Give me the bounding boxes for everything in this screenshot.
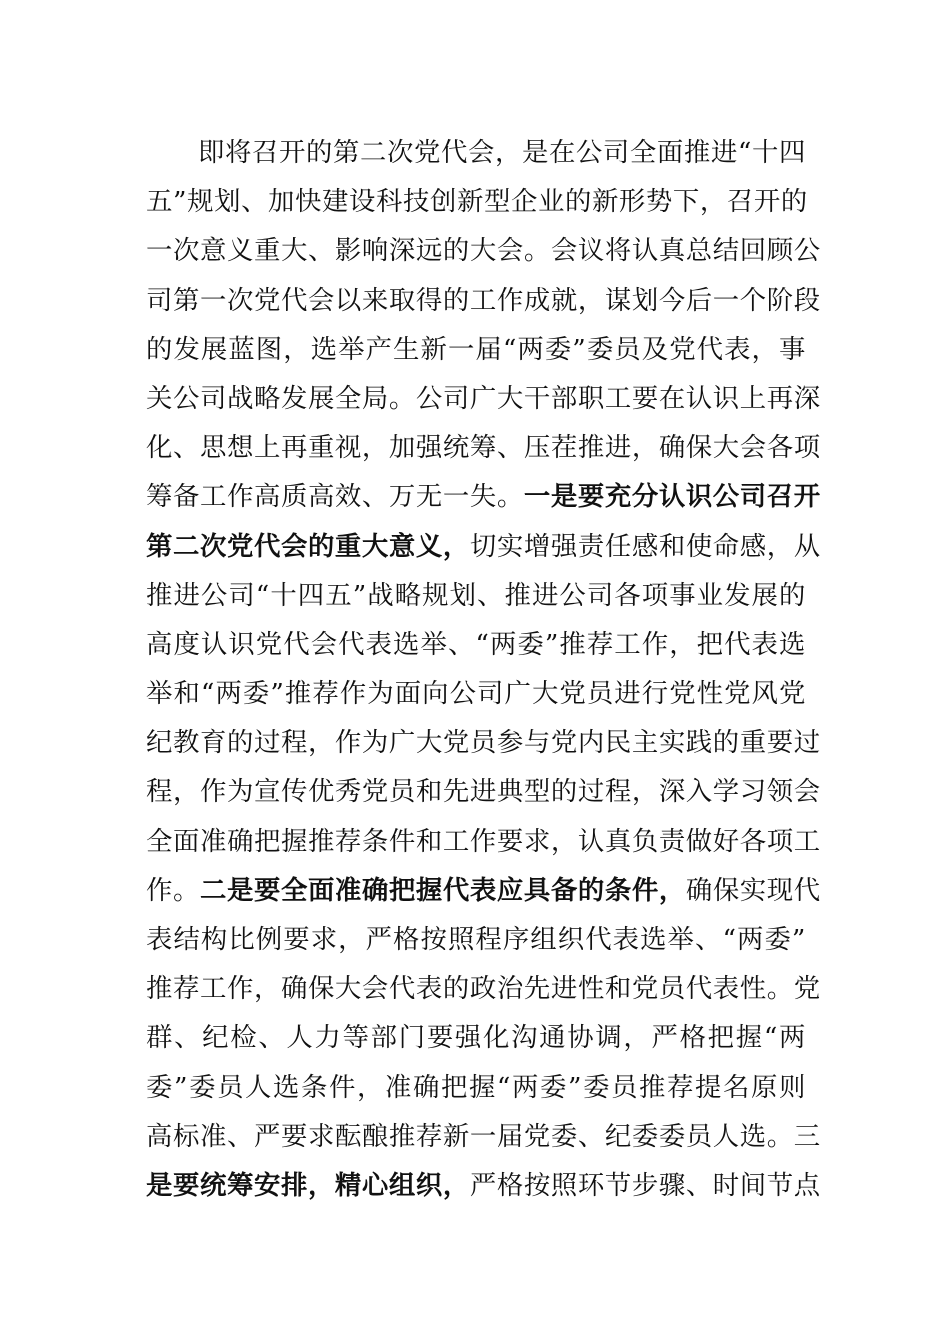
- text-line: [146, 472, 821, 521]
- text-run: 即将召开的第二次党代会，是在公司全面推进“十四: [198, 137, 806, 168]
- text-line: [146, 177, 806, 226]
- text-run: 推进公司“十四五”战略规划、推进公司各项事业发展的: [146, 579, 806, 611]
- text-run: 推荐工作，确保大会代表的政治先进性和党员代表性。党: [146, 973, 821, 1005]
- bold-text-run: 是要统筹安排，精心组织，: [146, 1169, 470, 1201]
- text-line: [146, 915, 806, 964]
- text-run: 严格按照环节步骤、时间节点: [469, 1169, 821, 1201]
- text-line: [146, 423, 821, 472]
- text-line: [146, 1063, 806, 1112]
- text-line: [146, 817, 821, 866]
- text-line: [146, 571, 806, 620]
- text-line: [146, 1112, 821, 1161]
- text-run: 五”规划、加快建设科技创新型企业的新形势下，召开的: [146, 186, 808, 218]
- text-run: 举和“两委”推荐作为面向公司广大党员进行党性党风党: [146, 678, 806, 710]
- text-line: [146, 226, 821, 275]
- text-run: 高度认识党代会代表选举、“两委”推荐工作，把代表选: [146, 628, 806, 660]
- text-run: 全面准确把握推荐条件和工作要求，认真负责做好各项工: [146, 825, 821, 857]
- text-run: 高标准、严要求酝酿推荐新一届党委、纪委委员人选。三: [146, 1120, 821, 1152]
- text-run: 司第一次党代会以来取得的工作成就，谋划今后一个阶段: [146, 284, 821, 316]
- text-line: [146, 522, 821, 571]
- text-run: 化、思想上再重视，加强统筹、压茬推进，确保大会各项: [146, 432, 821, 464]
- text-run: 的发展蓝图，选举产生新一届“两委”委员及党代表，事: [146, 333, 806, 365]
- text-run: 作。: [146, 874, 200, 906]
- bold-text-run: 二是要全面准确把握代表应具备的条件，: [199, 874, 686, 906]
- text-run: 委”委员人选条件，准确把握“两委”委员推荐提名原则: [146, 1071, 806, 1103]
- text-line: [146, 1161, 821, 1210]
- text-line: [146, 964, 821, 1013]
- text-run: 关公司战略发展全局。公司广大干部职工要在认识上再深: [146, 382, 821, 414]
- text-run: 一次意义重大、影响深远的大会。会议将认真总结回顾公: [146, 235, 821, 267]
- text-run: 筹备工作高质高效、万无一失。: [146, 481, 524, 513]
- text-run: 纪教育的过程，作为广大党员参与党内民主实践的重要过: [146, 727, 821, 759]
- text-line: [146, 866, 821, 915]
- text-line: [146, 767, 821, 816]
- text-run: 群、纪检、人力等部门要强化沟通协调，严格把握“两: [146, 1022, 806, 1054]
- text-line: [146, 374, 821, 423]
- text-line: [146, 276, 821, 325]
- text-run: 表结构比例要求，严格按照程序组织代表选举、“两委”: [146, 924, 806, 955]
- text-line: [146, 1013, 806, 1062]
- text-line: [146, 325, 806, 374]
- text-run: 确保实现代: [685, 874, 821, 906]
- text-line: [146, 128, 806, 177]
- text-line: [146, 620, 806, 669]
- text-line: [146, 718, 821, 767]
- body-paragraph: [146, 128, 821, 1210]
- text-run: 切实增强责任感和使命感，从: [469, 530, 821, 562]
- text-line: [146, 669, 806, 718]
- bold-text-run: 一是要充分认识公司召开: [523, 481, 821, 513]
- text-run: 程，作为宣传优秀党员和先进典型的过程，深入学习领会: [146, 776, 821, 808]
- bold-text-run: 第二次党代会的重大意义，: [146, 530, 470, 562]
